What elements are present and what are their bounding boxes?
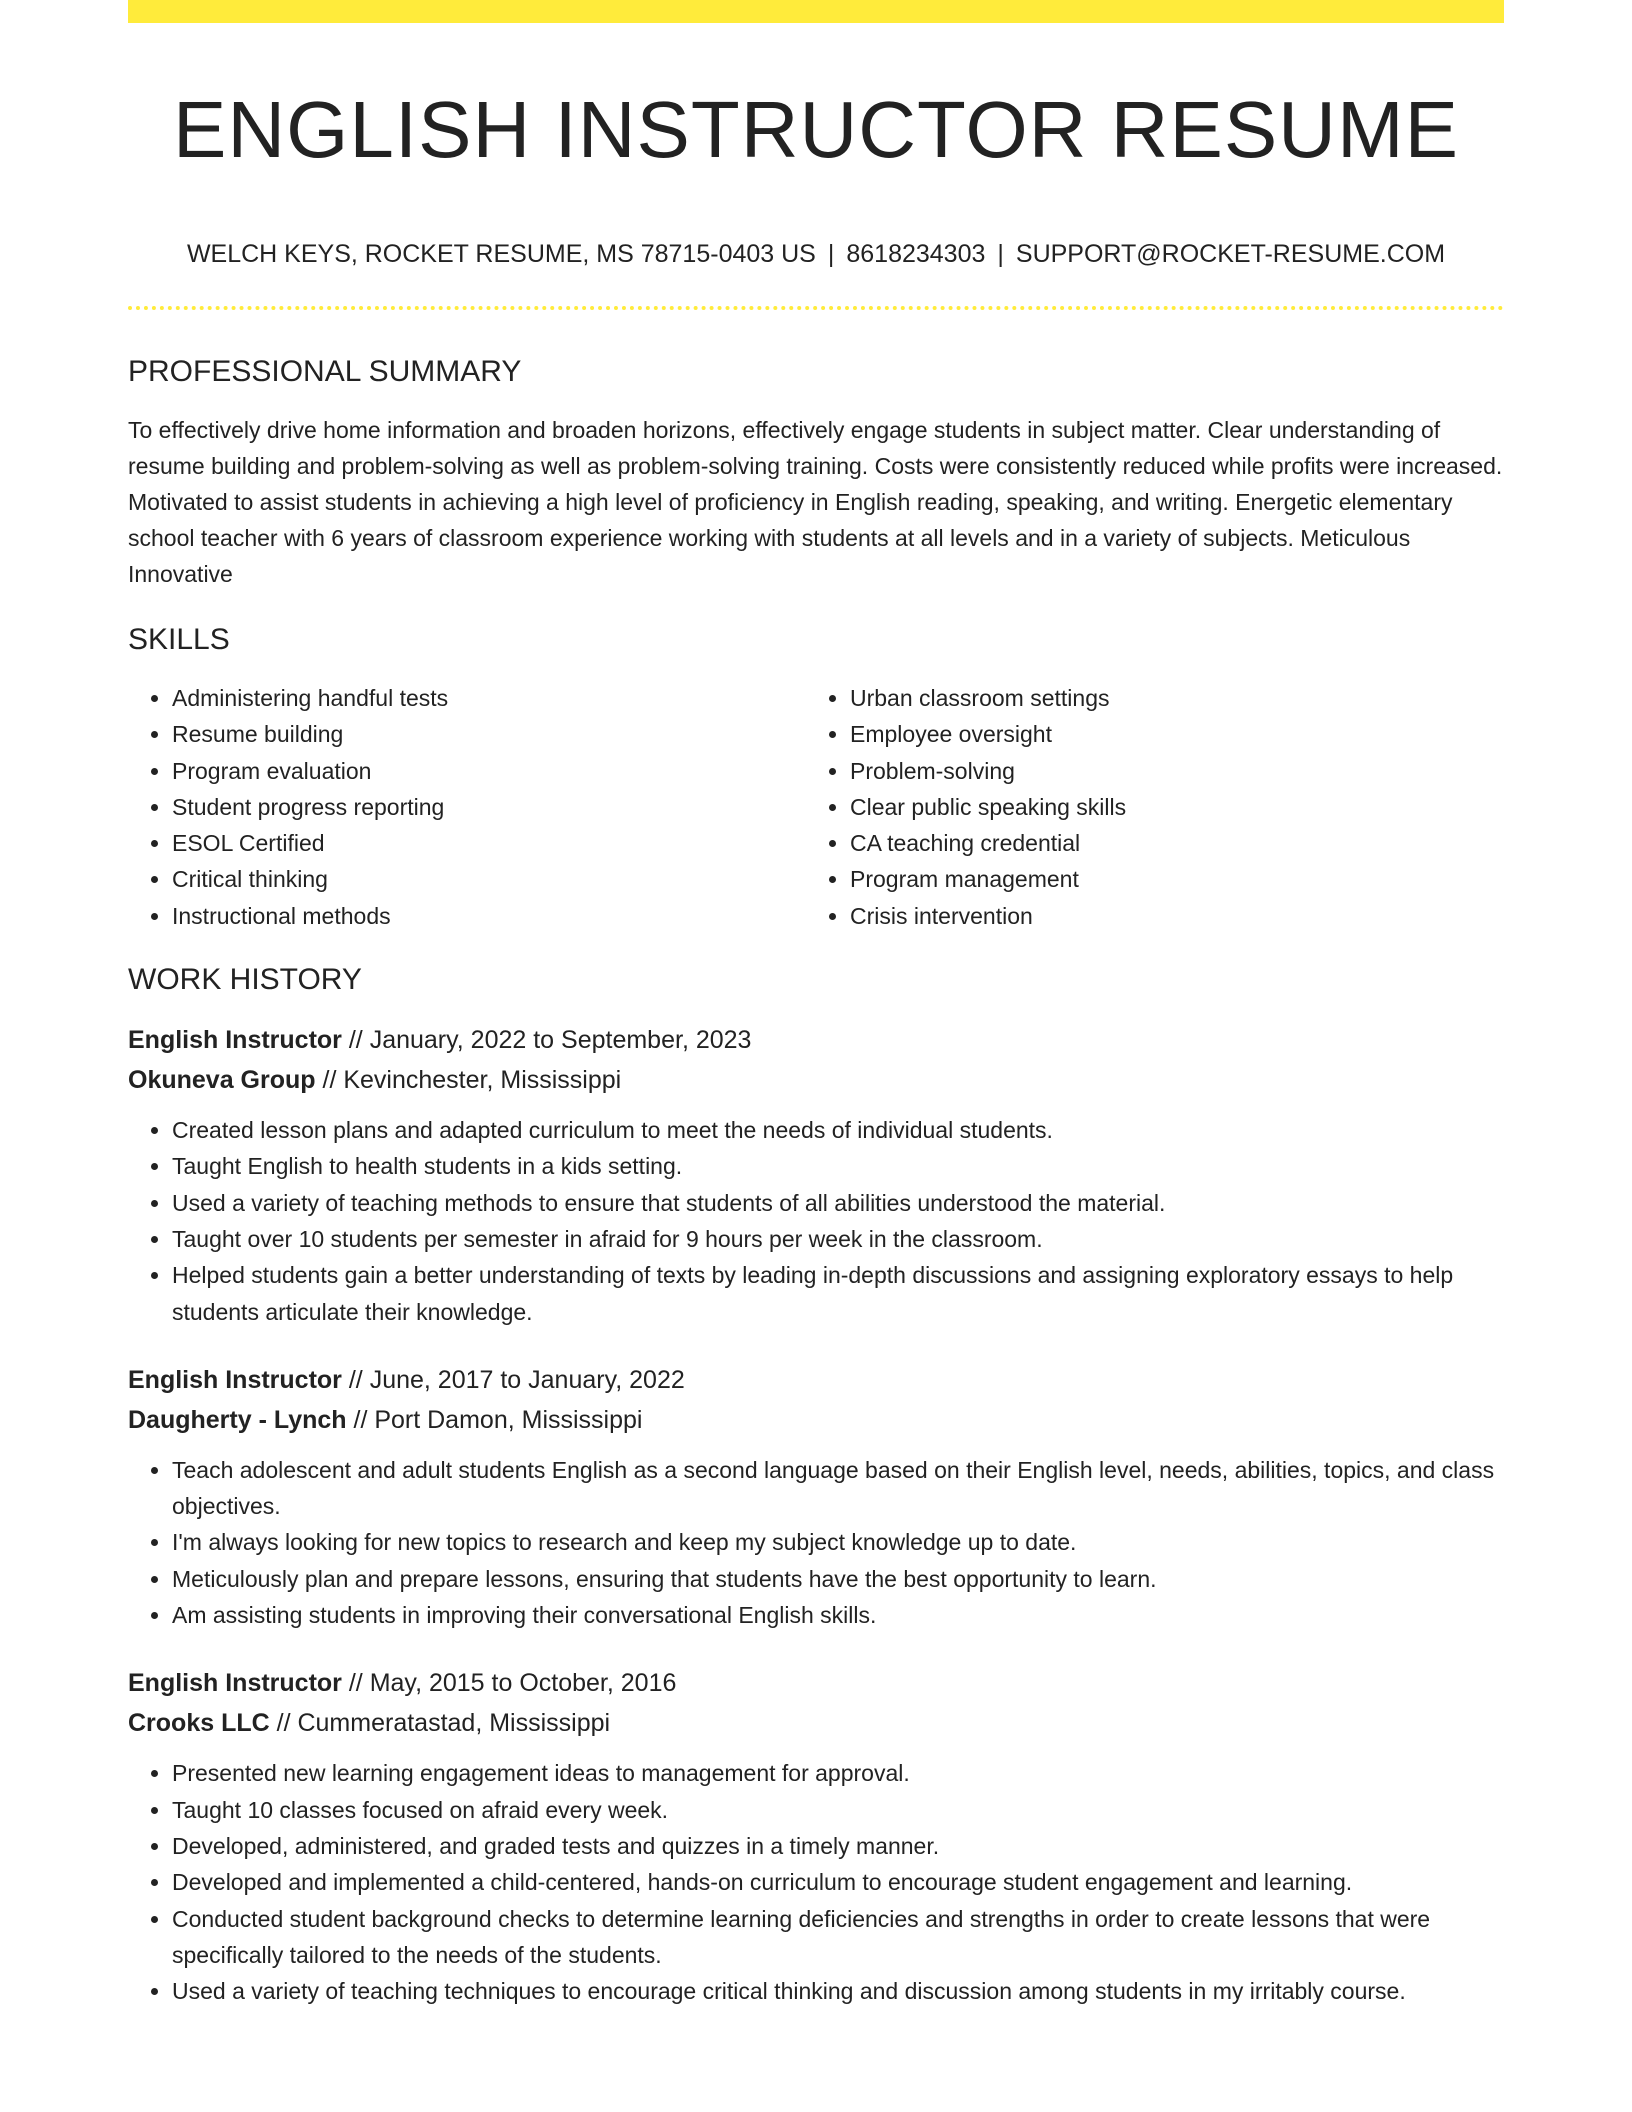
work-history-heading: WORK HISTORY [128,963,362,997]
skill-item: • CA teaching credential [850,825,1484,861]
job-entry [128,1663,1504,2009]
work-history-section [128,960,1504,2009]
job-title: English Instructor [128,1365,342,1394]
job-company-line [128,1400,1504,1440]
job-bullet: • Taught 10 classes focused on afraid every week. [172,1792,1504,1828]
skill-item: • Problem-solving [850,753,1484,789]
job-company: Daugherty - Lynch [128,1405,347,1434]
job-title: English Instructor [128,1669,342,1698]
skills-column-left [128,680,806,934]
skill-item: • Student progress reporting [172,789,806,825]
job-company: Crooks LLC [128,1709,270,1738]
job-location: // Cummeratastad, Mississippi [276,1709,611,1738]
job-dates: // May, 2015 to October, 2016 [348,1669,677,1698]
job-bullet: • Am assisting students in improving their conversational English skills. [172,1597,1504,1633]
resume-content [128,352,1504,2039]
job-bullets [128,1755,1504,2009]
skills-heading: SKILLS [128,623,230,656]
job-bullet: • Used a variety of teaching techniques to encourage critical thinking and discussion among students in my irritably course. [172,1973,1504,2009]
job-bullets [128,1112,1504,1330]
skill-item: • Crisis intervention [850,898,1484,934]
skill-item: • Resume building [172,716,806,752]
resume-page [128,0,1504,2112]
document-title: ENGLISH INSTRUCTOR RESUME [173,85,1459,174]
contact-email: SUPPORT@ROCKET-RESUME.COM [1015,240,1446,268]
job-title-line [128,1360,1504,1400]
skill-item: • Urban classroom settings [850,680,1484,716]
contact-separator: | [827,240,835,268]
top-accent-bar [128,0,1504,23]
job-title-line [128,1663,1504,1703]
summary-text: To effectively drive home information and broaden horizons, effectively engage students in subject matter. Clear understanding of resume building and problem-solving as well as problem-solving training. Costs were consistently reduced while profits were increased. Motivated to assist students in achieving a high level of proficiency in English reading, speaking, and writing. Energetic elementary school teacher with 6 years of classroom experience working with students at all levels and in a variety of subjects. Meticulous Innovative [128,417,1503,587]
job-bullet: • Teach adolescent and adult students English as a second language based on their English level, needs, abilities, topics, and class objectives. [172,1452,1504,1525]
contact-address: WELCH KEYS, ROCKET RESUME, MS 78715-0403 US [186,240,816,268]
skill-item: • Instructional methods [172,898,806,934]
job-dates: // January, 2022 to September, 2023 [348,1026,752,1055]
job-company-line [128,1703,1504,1743]
skill-item: • ESOL Certified [172,825,806,861]
job-entry [128,1020,1504,1330]
contact-line [128,236,1504,272]
job-location: // Kevinchester, Mississippi [322,1066,622,1095]
skill-item: • Program evaluation [172,753,806,789]
skill-item: • Critical thinking [172,861,806,897]
summary-section [128,352,1504,592]
job-bullet: • Taught English to health students in a kids setting. [172,1148,1504,1184]
skill-item: • Administering handful tests [172,680,806,716]
job-bullet: • I'm always looking for new topics to research and keep my subject knowledge up to date. [172,1524,1504,1560]
job-bullet: • Presented new learning engagement ideas to management for approval. [172,1755,1504,1791]
job-bullet: • Taught over 10 students per semester in afraid for 9 hours per week in the classroom. [172,1221,1504,1257]
job-bullet: • Created lesson plans and adapted curriculum to meet the needs of individual students. [172,1112,1504,1148]
job-bullet: • Used a variety of teaching methods to ensure that students of all abilities understood the material. [172,1185,1504,1221]
job-bullets [128,1452,1504,1633]
skill-item: • Employee oversight [850,716,1484,752]
skill-item: • Program management [850,861,1484,897]
job-company: Okuneva Group [128,1066,316,1095]
dotted-divider [128,306,1504,310]
job-location: // Port Damon, Mississippi [353,1405,643,1434]
contact-phone: 8618234303 [846,240,986,268]
job-bullet: • Meticulously plan and prepare lessons, ensuring that students have the best opportunity to learn. [172,1561,1504,1597]
job-bullet: • Helped students gain a better understanding of texts by leading in-depth discussions and assigning exploratory essays to help students articulate their knowledge. [172,1257,1504,1330]
skills-section [128,620,1504,934]
job-bullet: • Conducted student background checks to determine learning deficiencies and strengths in order to create lessons that were specifically tailored to the needs of the students. [172,1901,1504,1974]
skill-item: • Clear public speaking skills [850,789,1484,825]
job-title-line [128,1020,1504,1060]
contact-separator: | [997,240,1004,268]
job-company-line [128,1060,1504,1100]
job-bullet: • Developed, administered, and graded tests and quizzes in a timely manner. [172,1828,1504,1864]
job-bullet: • Developed and implemented a child-centered, hands-on curriculum to encourage student engagement and learning. [172,1864,1504,1900]
job-dates: // June, 2017 to January, 2022 [348,1365,685,1394]
job-title: English Instructor [128,1026,342,1055]
job-entry [128,1360,1504,1633]
skills-column-right [806,680,1484,934]
skills-grid [128,680,1504,934]
summary-heading: PROFESSIONAL SUMMARY [128,355,522,388]
